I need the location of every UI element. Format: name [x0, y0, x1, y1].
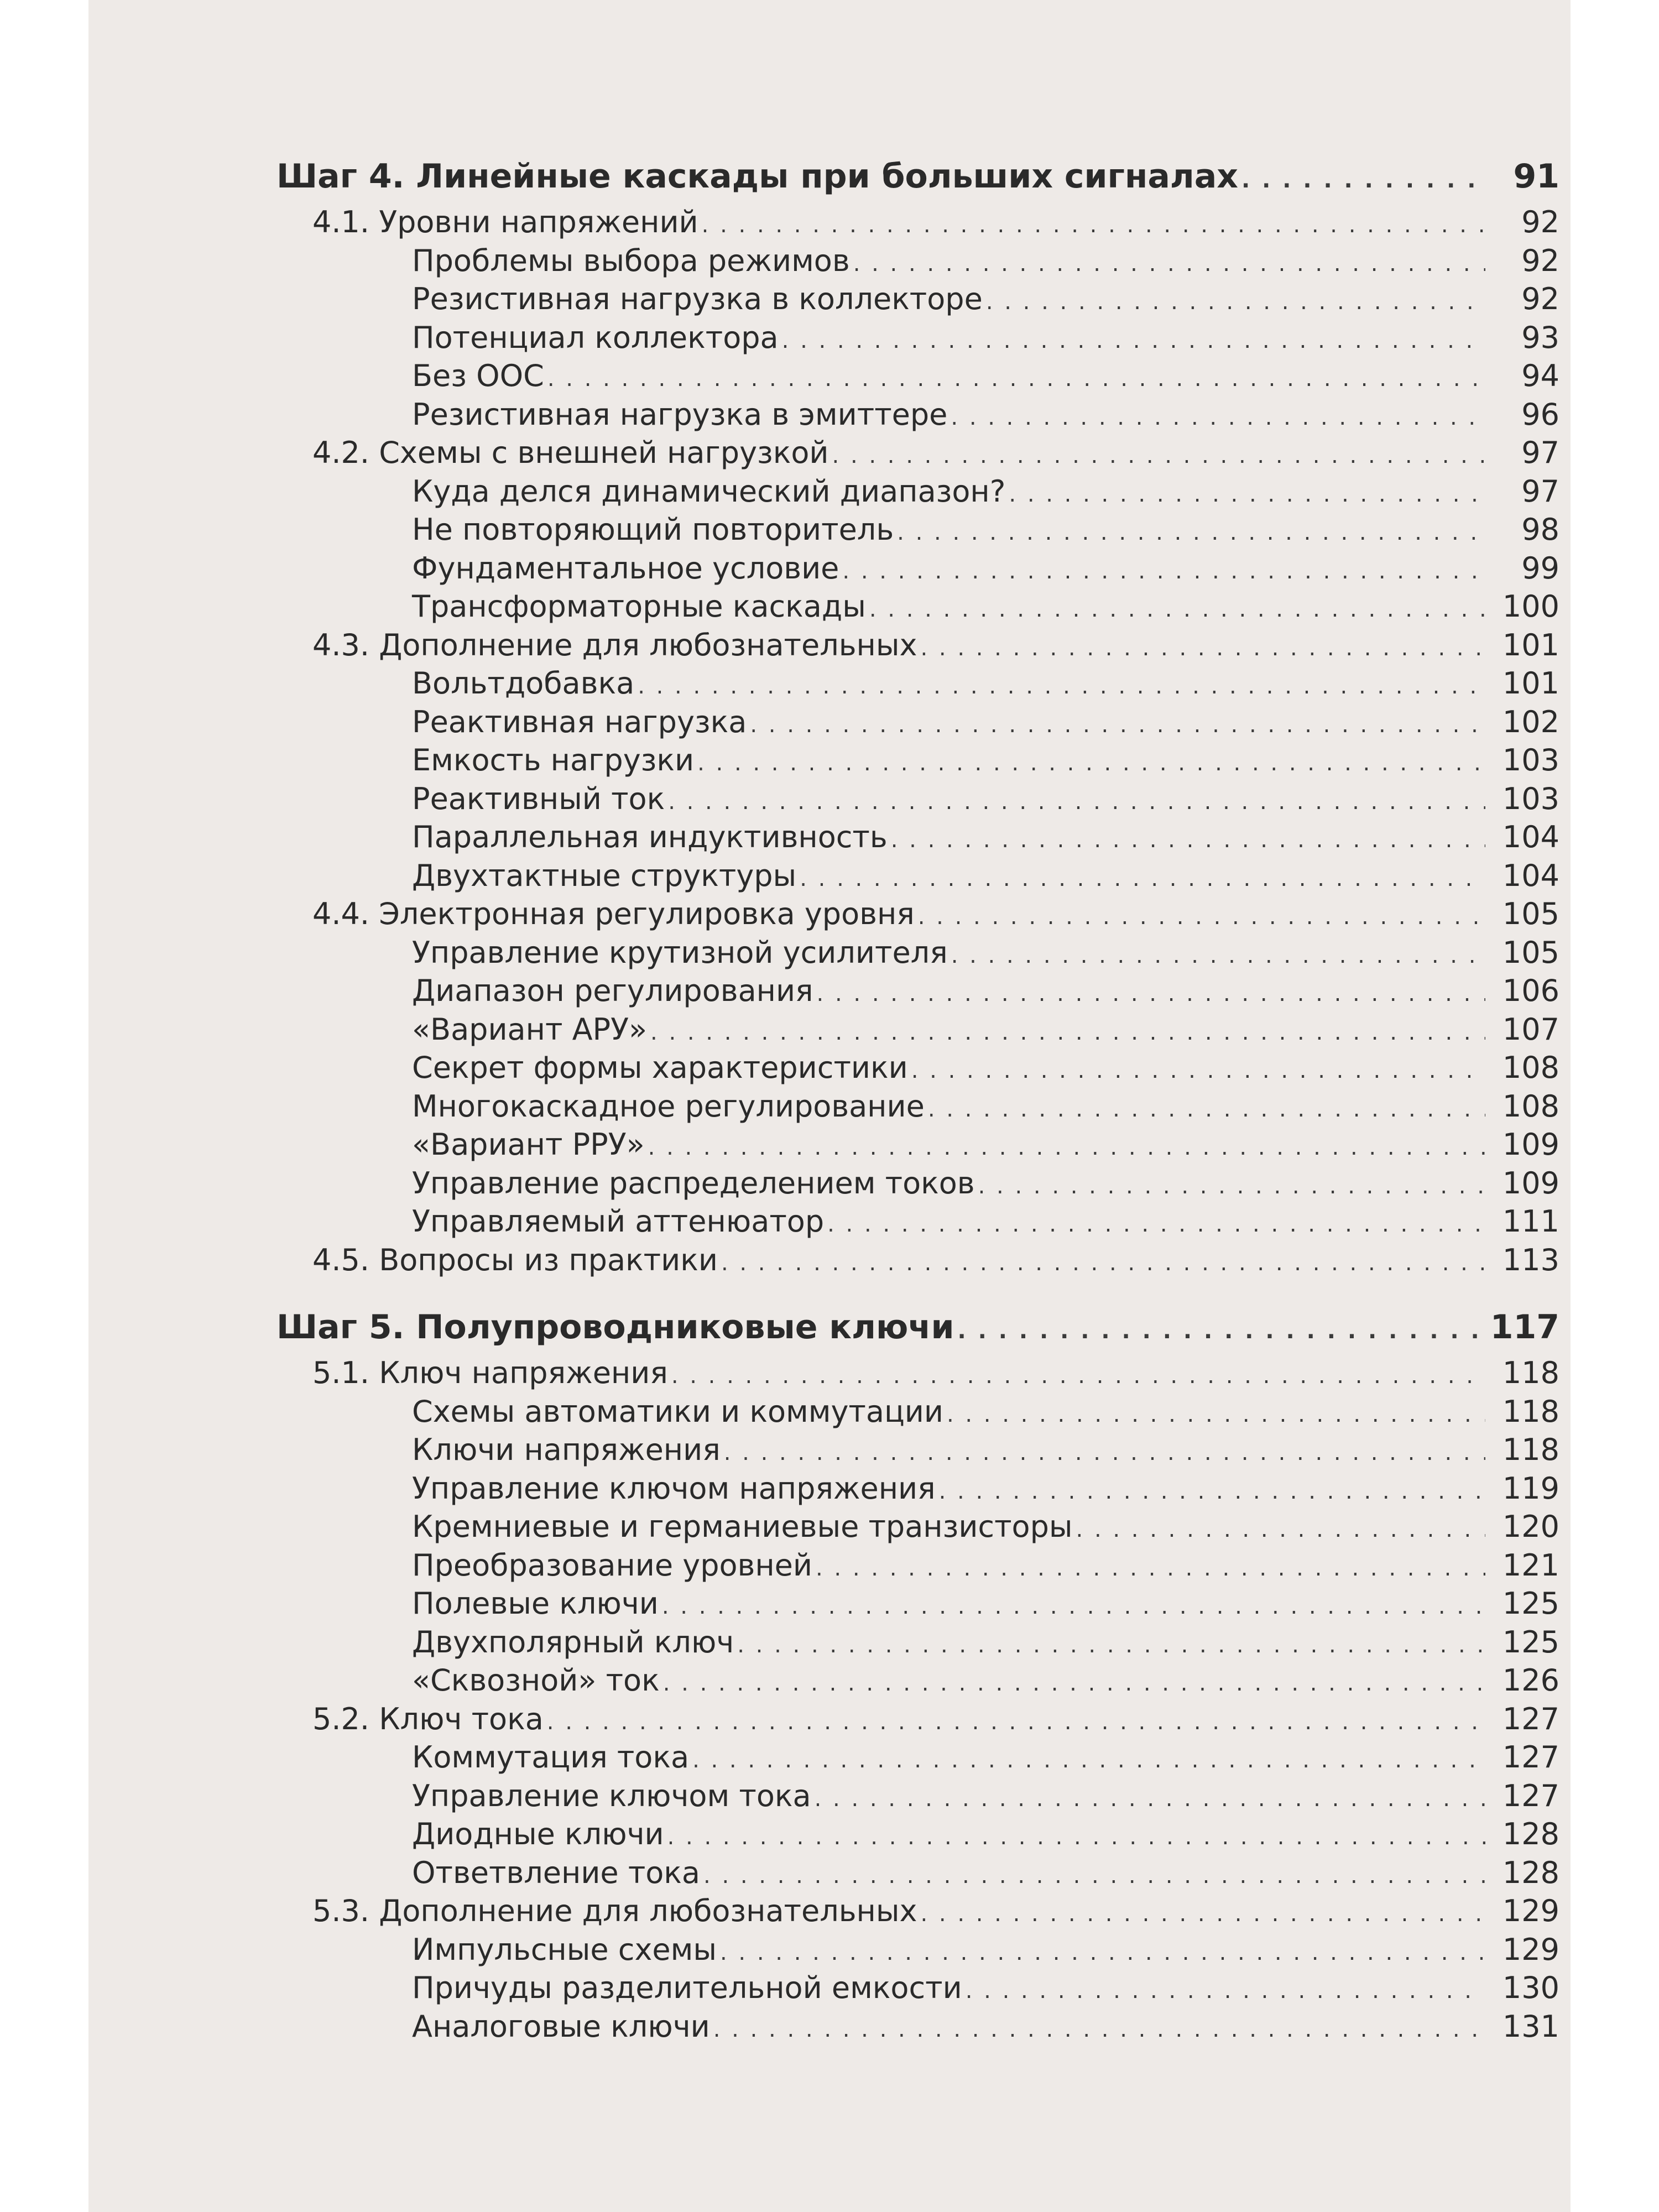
toc-entry: [276, 703, 1559, 742]
toc-page-number: 93: [1521, 320, 1559, 355]
toc-page-number: 101: [1502, 627, 1559, 662]
toc-entry: [276, 1469, 1559, 1508]
toc-page-number: 119: [1502, 1470, 1559, 1506]
toc-entry: [276, 395, 1559, 434]
toc-page-number: 127: [1502, 1778, 1559, 1813]
leader-dots: [720, 1934, 1485, 1973]
toc-page-number: 97: [1521, 473, 1559, 509]
toc-page-number: 130: [1502, 1970, 1559, 2005]
leader-dots: [918, 898, 1485, 937]
toc-page-number: 105: [1502, 935, 1559, 970]
toc-page-number: 103: [1502, 743, 1559, 778]
toc-entry: [276, 1392, 1559, 1431]
toc-title: Реактивная нагрузка: [412, 704, 747, 739]
toc-entry: [276, 1815, 1559, 1854]
toc-page-number: 111: [1502, 1204, 1559, 1239]
leader-dots: [800, 860, 1485, 899]
toc-page-number: 91: [1513, 157, 1559, 196]
toc-title: Резистивная нагрузка в эмиттере: [412, 397, 948, 432]
toc-section: [276, 895, 1559, 933]
toc-entry: [276, 1777, 1559, 1815]
toc-title: 4.3. Дополнение для любознательных: [312, 627, 917, 662]
leader-dots: [692, 1741, 1485, 1780]
toc-page-number: 96: [1521, 397, 1559, 432]
leader-dots: [928, 1091, 1485, 1129]
toc-section: [276, 1700, 1559, 1739]
toc-section: [276, 626, 1559, 665]
toc-page-number: 109: [1502, 1127, 1559, 1162]
toc-entry: [276, 1507, 1559, 1546]
toc-entry: [276, 1125, 1559, 1164]
toc-entry: [276, 741, 1559, 780]
leader-dots: [547, 1703, 1485, 1742]
toc-title: 5.2. Ключ тока: [312, 1701, 544, 1736]
leader-dots: [662, 1588, 1485, 1626]
toc-title: Диодные ключи: [412, 1817, 664, 1851]
toc-page-number: 109: [1502, 1165, 1559, 1201]
toc-title: Не повторяющий повторитель: [412, 512, 894, 547]
toc-title: Проблемы выбора режимов: [412, 243, 850, 278]
toc-title: 5.1. Ключ напряжения: [312, 1355, 668, 1390]
toc-title: 4.2. Схемы с внешней нагрузкой: [312, 435, 829, 470]
leader-dots: [702, 206, 1485, 245]
leader-dots: [947, 1396, 1485, 1434]
toc-title: «Сквозной» ток: [412, 1663, 660, 1698]
toc-title: Кремниевые и германиевые транзисторы: [412, 1509, 1073, 1544]
toc-title: Управление распределением токов: [412, 1165, 975, 1201]
toc-page-number: 97: [1521, 435, 1559, 470]
toc-entry: [276, 2007, 1559, 2046]
leader-dots: [667, 1818, 1485, 1857]
toc-title: Многокаскадное регулирование: [412, 1088, 925, 1124]
leader-dots: [986, 283, 1485, 322]
toc-page-number: 127: [1502, 1701, 1559, 1736]
toc-section: [276, 1354, 1559, 1392]
table-of-contents: [276, 150, 1559, 2046]
toc-title: Шаг 4. Линейные каскады при больших сигналах: [276, 157, 1238, 196]
toc-page-number: 117: [1490, 1308, 1559, 1347]
toc-page-number: 105: [1502, 896, 1559, 931]
toc-entry: [276, 510, 1559, 549]
toc-entry: [276, 587, 1559, 626]
toc-entry: [276, 1969, 1559, 2007]
leader-dots: [1241, 154, 1485, 207]
leader-dots: [697, 744, 1485, 783]
toc-page-number: 125: [1502, 1624, 1559, 1660]
toc-entry: [276, 818, 1559, 857]
leader-dots: [724, 1434, 1485, 1473]
toc-title: Двухтактные структуры: [412, 858, 797, 893]
toc-entry: [276, 1010, 1559, 1049]
leader-dots: [842, 552, 1485, 591]
toc-page-number: 128: [1502, 1855, 1559, 1890]
toc-page-number: 129: [1502, 1893, 1559, 1928]
leader-dots: [816, 1550, 1485, 1588]
toc-page-number: 99: [1521, 550, 1559, 586]
leader-dots: [737, 1626, 1485, 1665]
toc-page-number: 118: [1502, 1394, 1559, 1429]
toc-page-number: 92: [1521, 205, 1559, 239]
toc-entry: [276, 1202, 1559, 1241]
toc-page-number: 107: [1502, 1011, 1559, 1047]
toc-title: 4.4. Электронная регулировка уровня: [312, 896, 915, 931]
toc-chapter-5: [276, 1301, 1559, 1354]
leader-dots: [978, 1167, 1485, 1206]
toc-chapter-4: [276, 150, 1559, 203]
toc-entry: [276, 1164, 1559, 1203]
toc-entry: [276, 1623, 1559, 1662]
leader-dots: [648, 1129, 1485, 1167]
leader-dots: [891, 821, 1485, 860]
leader-dots: [1076, 1511, 1485, 1550]
toc-page-number: 108: [1502, 1050, 1559, 1085]
toc-entry: [276, 1584, 1559, 1623]
toc-page-number: 92: [1521, 281, 1559, 316]
toc-entry: [276, 1546, 1559, 1585]
toc-page-number: 118: [1502, 1355, 1559, 1390]
toc-entry: [276, 242, 1559, 280]
toc-title: Импульсные схемы: [412, 1932, 717, 1967]
toc-page-number: 104: [1502, 858, 1559, 893]
toc-title: 4.5. Вопросы из практики: [312, 1242, 718, 1277]
toc-title: Аналоговые ключи: [412, 2008, 710, 2044]
toc-section: [276, 434, 1559, 472]
book-page: [88, 0, 1571, 2212]
toc-title: Потенциал коллектора: [412, 320, 779, 355]
toc-title: Коммутация тока: [412, 1740, 690, 1775]
leader-dots: [547, 360, 1485, 399]
toc-section: [276, 203, 1559, 242]
toc-entry: [276, 319, 1559, 357]
toc-title: Куда делся динамический диапазон?: [412, 473, 1006, 509]
toc-title: Секрет формы характеристики: [412, 1050, 908, 1085]
toc-title: Параллельная индуктивность: [412, 820, 888, 854]
toc-page-number: 104: [1502, 820, 1559, 854]
toc-title: Управление ключом напряжения: [412, 1470, 936, 1506]
toc-title: Шаг 5. Полупроводниковые ключи: [276, 1308, 954, 1347]
toc-entry: [276, 972, 1559, 1010]
toc-page-number: 125: [1502, 1586, 1559, 1621]
toc-section: [276, 1241, 1559, 1280]
toc-title: Диапазон регулирования: [412, 973, 813, 1008]
leader-dots: [703, 1857, 1485, 1896]
leader-dots: [650, 1014, 1485, 1052]
toc-section: [276, 1892, 1559, 1931]
leader-dots: [939, 1473, 1485, 1511]
leader-dots: [911, 1052, 1485, 1091]
leader-dots: [713, 2011, 1485, 2049]
leader-dots: [721, 1244, 1485, 1283]
toc-page-number: 127: [1502, 1740, 1559, 1775]
toc-title: Двухполярный ключ: [412, 1624, 734, 1660]
leader-dots: [782, 322, 1485, 361]
toc-page-number: 120: [1502, 1509, 1559, 1544]
toc-entry: [276, 1854, 1559, 1892]
toc-page-number: 128: [1502, 1817, 1559, 1851]
leader-dots: [663, 1665, 1485, 1703]
toc-title: Управляемый аттенюатор: [412, 1204, 825, 1239]
toc-title: Емкость нагрузки: [412, 743, 695, 778]
toc-page-number: 126: [1502, 1663, 1559, 1698]
toc-entry: [276, 357, 1559, 395]
toc-title: Резистивная нагрузка в коллекторе: [412, 281, 983, 316]
toc-page-number: 94: [1521, 358, 1559, 393]
toc-page-number: 113: [1502, 1242, 1559, 1277]
leader-dots: [815, 1780, 1485, 1819]
leader-dots: [750, 706, 1485, 745]
toc-page-number: 131: [1502, 2008, 1559, 2044]
toc-title: Без ООС: [412, 358, 544, 393]
toc-title: Схемы автоматики и коммутации: [412, 1394, 943, 1429]
leader-dots: [827, 1206, 1485, 1244]
toc-title: Управление крутизной усилителя: [412, 935, 948, 970]
leader-dots: [638, 667, 1485, 706]
toc-title: 5.3. Дополнение для любознательных: [312, 1893, 917, 1928]
toc-title: Управление ключом тока: [412, 1778, 811, 1813]
leader-dots: [668, 783, 1485, 822]
toc-entry: [276, 1048, 1559, 1087]
leader-dots: [869, 591, 1485, 629]
toc-title: Ключи напряжения: [412, 1432, 721, 1467]
toc-title: Фундаментальное условие: [412, 550, 839, 586]
toc-page-number: 98: [1521, 512, 1559, 547]
toc-entry: [276, 1931, 1559, 1969]
toc-title: Трансформаторные каскады: [412, 589, 866, 624]
toc-entry: [276, 280, 1559, 319]
leader-dots: [817, 975, 1485, 1014]
toc-title: 4.1. Уровни напряжений: [312, 205, 698, 239]
toc-page-number: 101: [1502, 666, 1559, 701]
toc-title: Вольтдобавка: [412, 666, 635, 701]
toc-entry: [276, 1087, 1559, 1126]
toc-entry: [276, 1661, 1559, 1700]
toc-title: Преобразование уровней: [412, 1547, 812, 1583]
toc-entry: [276, 780, 1559, 818]
toc-entry: [276, 664, 1559, 703]
toc-page-number: 129: [1502, 1932, 1559, 1967]
toc-page-number: 102: [1502, 704, 1559, 739]
toc-title: Причуды разделительной емкости: [412, 1970, 962, 2005]
toc-title: «Вариант АРУ»: [412, 1011, 648, 1047]
leader-dots: [1009, 476, 1485, 514]
toc-page-number: 121: [1502, 1547, 1559, 1583]
leader-dots: [832, 437, 1485, 476]
toc-entry: [276, 549, 1559, 588]
toc-page-number: 118: [1502, 1432, 1559, 1467]
toc-page-number: 100: [1502, 589, 1559, 624]
toc-title: «Вариант РРУ»: [412, 1127, 645, 1162]
leader-dots: [920, 629, 1485, 668]
toc-entry: [276, 1431, 1559, 1469]
leader-dots: [951, 937, 1485, 975]
toc-title: Полевые ключи: [412, 1586, 659, 1621]
leader-dots: [853, 245, 1485, 284]
leader-dots: [897, 514, 1485, 552]
toc-entry: [276, 857, 1559, 895]
leader-dots: [920, 1895, 1485, 1934]
toc-title: Ответвление тока: [412, 1855, 701, 1890]
toc-page-number: 108: [1502, 1088, 1559, 1124]
toc-page-number: 92: [1521, 243, 1559, 278]
toc-title: Реактивный ток: [412, 781, 665, 816]
toc-entry: [276, 933, 1559, 972]
toc-entry: [276, 472, 1559, 511]
toc-page-number: 103: [1502, 781, 1559, 816]
leader-dots: [958, 1305, 1477, 1358]
toc-page-number: 106: [1502, 973, 1559, 1008]
leader-dots: [951, 399, 1485, 437]
leader-dots: [966, 1972, 1485, 2011]
leader-dots: [671, 1357, 1485, 1396]
toc-entry: [276, 1738, 1559, 1777]
